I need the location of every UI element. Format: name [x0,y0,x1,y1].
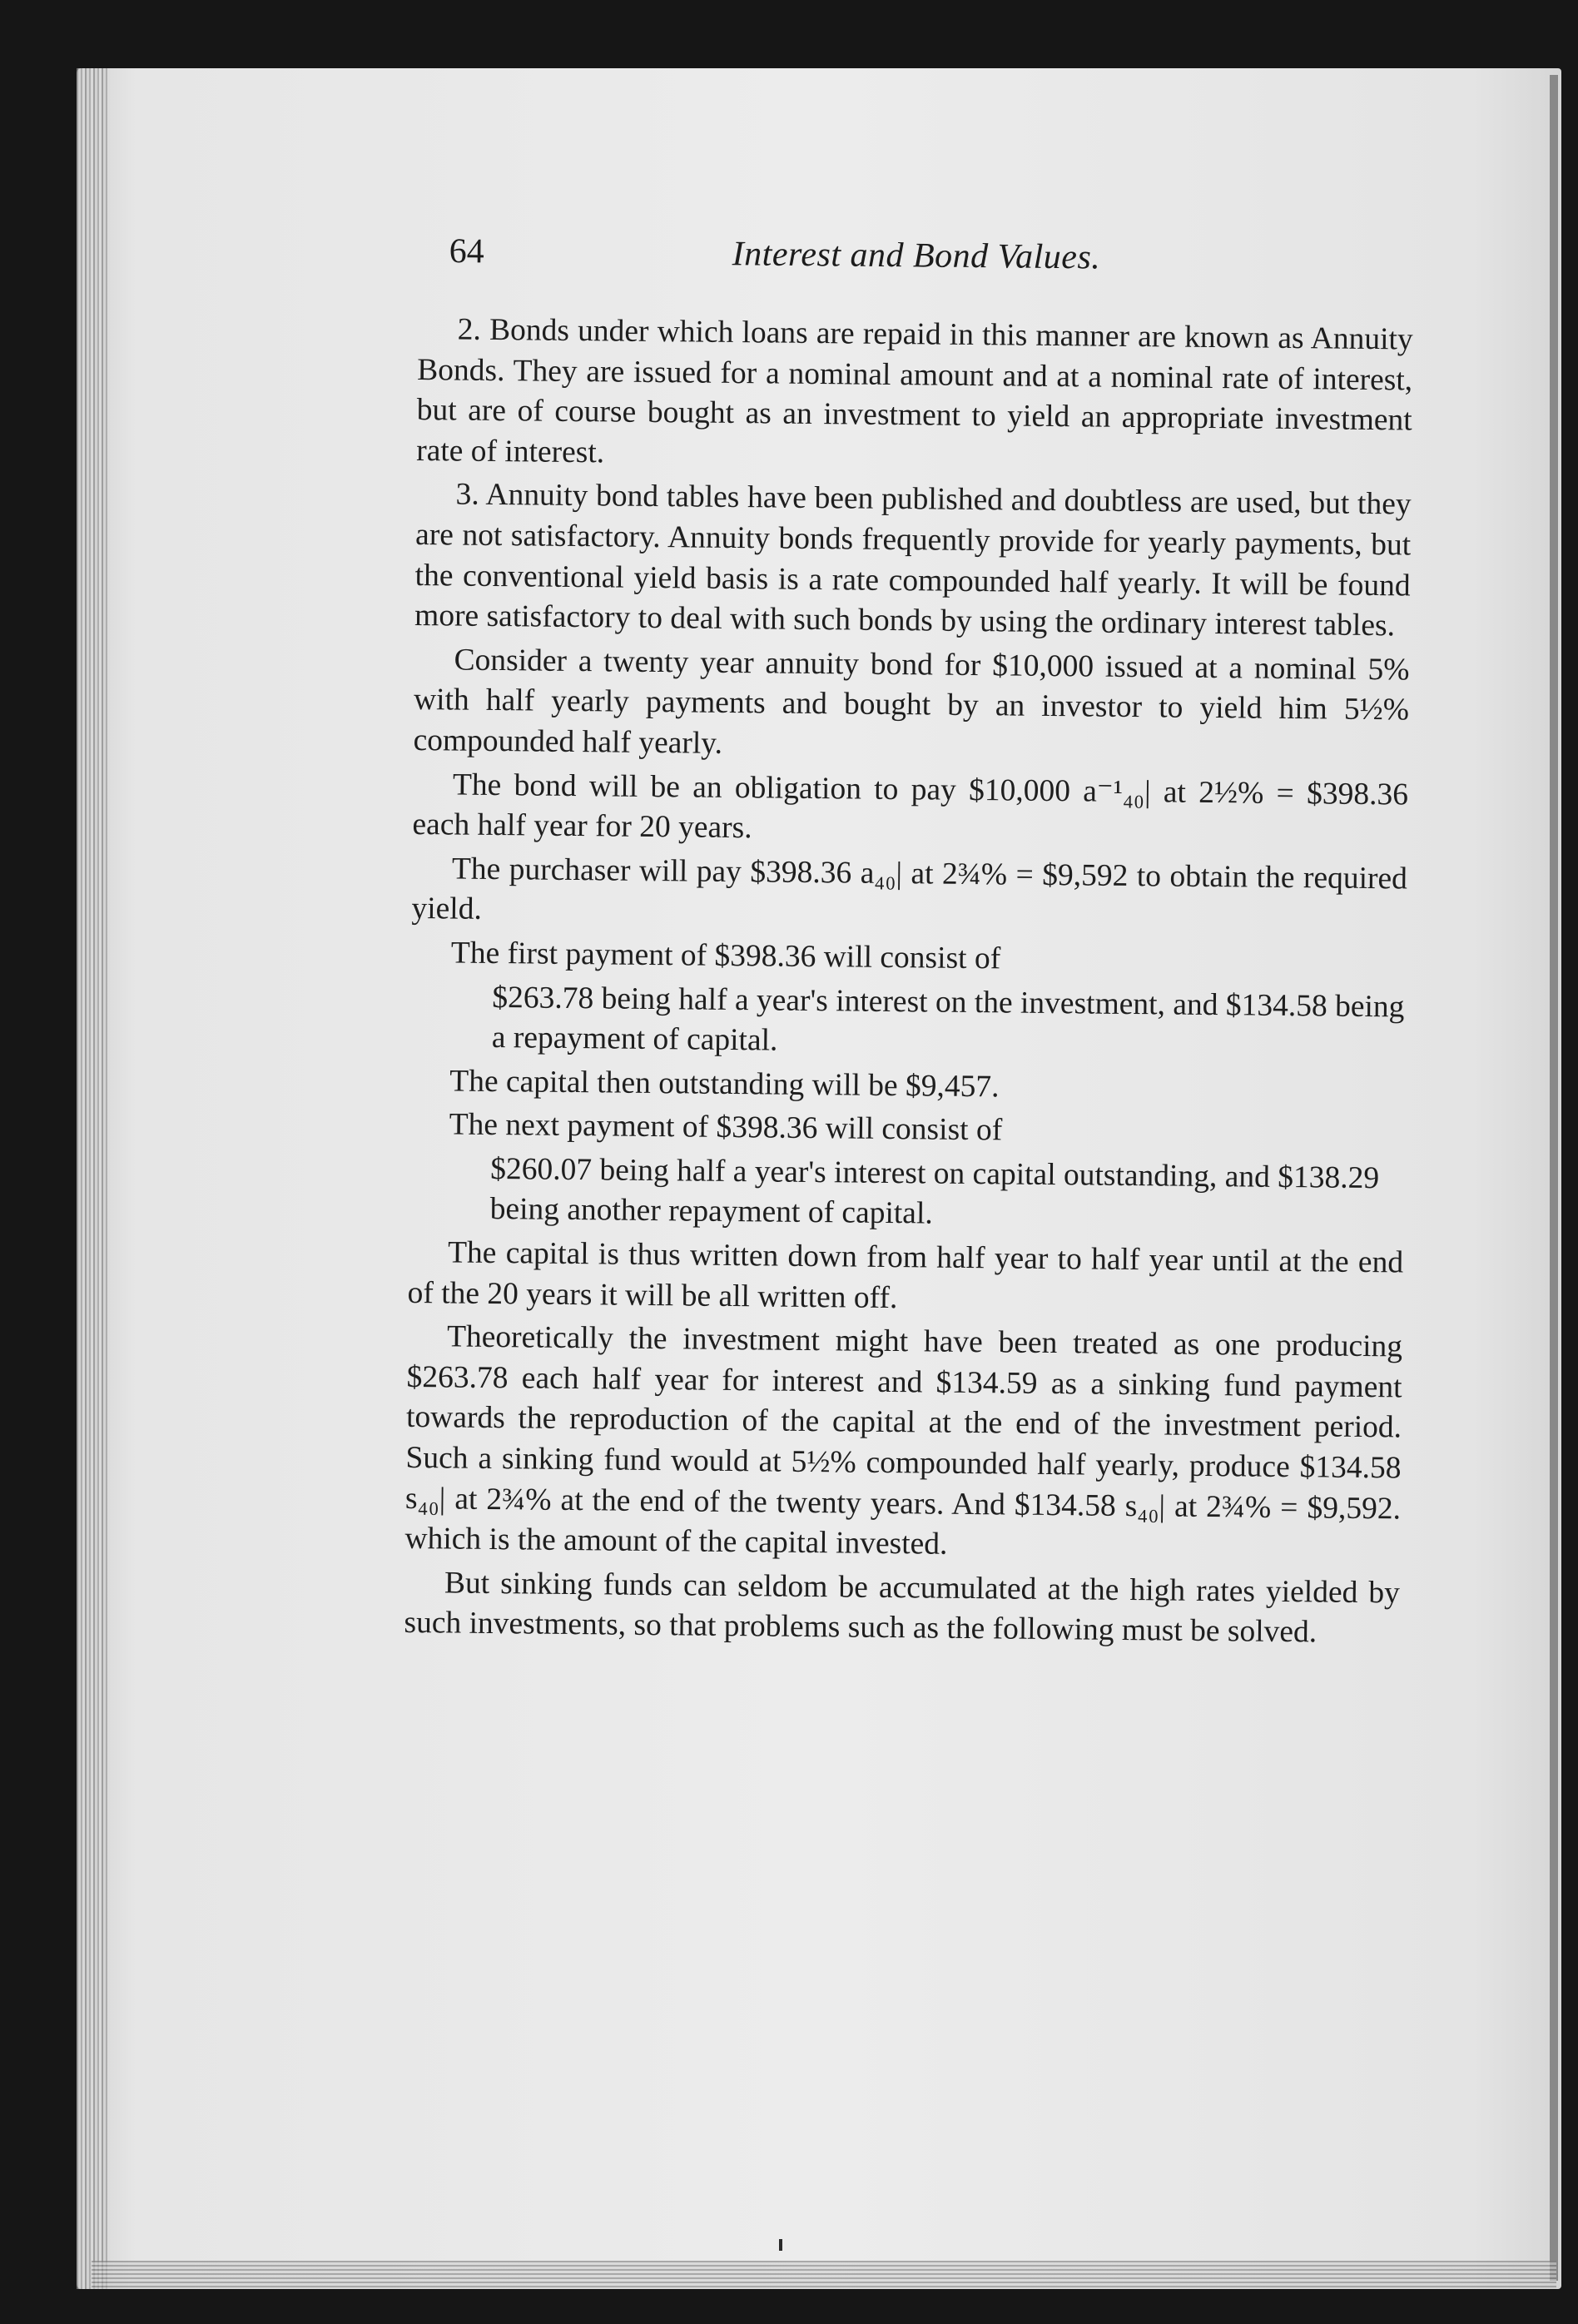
paragraph-purchase-price: The purchaser will pay $398.36 a₄₀| at 2¾% = $9,592 to obtain the required yield. [411,852,1408,927]
paragraph-first-payment-split: $263.78 being half a year's interest on the investment, and $134.58 being a repayment of capital. [491,980,1405,1058]
paragraph-annuity-bonds: 2. Bonds under which loans are repaid in this manner are known as Annuity Bonds. They are issued for a nominal amount and at a nominal rate of interest, but are of course bought as an investment to yield an appropriate investment rate of interest. [416,312,1413,470]
page-edge-left [77,68,110,2289]
paragraph-sinking-fund-theory: Theoretically the investment might have been treated as one producing $263.78 each half year for interest and $134.59 as a sinking fund payment towards the reproduction of the capital at the end of the investment period. Such a sinking fund would at 5½% compounded half yearly, produce $134.58 s₄₀| at 2¾% at the end of the twenty years. And $134.58 s₄₀| at 2¾% = $9,592. which is the amount of the capital invested. [404,1319,1403,1562]
page-number: 64 [449,231,484,271]
paragraph-capital-outstanding: The capital then outstanding will be $9,457. [449,1064,1000,1105]
paragraph-first-payment: The first payment of $398.36 will consist of [450,936,1001,976]
paragraph-obligation: The bond will be an obligation to pay $10,000 a⁻¹₄₀| at 2½% = $398.36 each half year for 20 years. [412,767,1409,846]
paragraph-written-down: The capital is thus written down from half year to half year until at the end of the 20 years it will be all written off. [407,1235,1404,1315]
paragraph-conclusion: But sinking funds can seldom be accumulated at the high rates yielded by such investments, so that problems such as the following must be solved. [404,1566,1401,1650]
paragraph-example-bond: Consider a twenty year annuity bond for $10,000 issued at a nominal 5% with half yearly payments and bought by an investor to yield him 5½% compounded half yearly. [413,643,1410,761]
paragraph-bond-tables: 3. Annuity bond tables have been published and doubtless are used, but they are not satisfactory. Annuity bonds frequently provide for yearly payments, but the conventional yield basis is a rate compounded half yearly. It will be found more satisfactory to deal with such bonds by using the ordinary interest tables. [414,477,1412,643]
bottom-print-mark [779,2239,782,2251]
paragraph-next-payment-split: $260.07 being half a year's interest on capital outstanding, and $138.29 being another repayment of capital. [489,1151,1380,1232]
body-text [404,310,1413,1657]
page-edge-right [1550,75,1558,2281]
page-header [449,231,1182,288]
page-edge-bottom [92,2261,1556,2289]
paragraph-next-payment: The next payment of $398.36 will consist of [449,1107,1003,1148]
running-title: Interest and Bond Values. [732,235,1101,277]
